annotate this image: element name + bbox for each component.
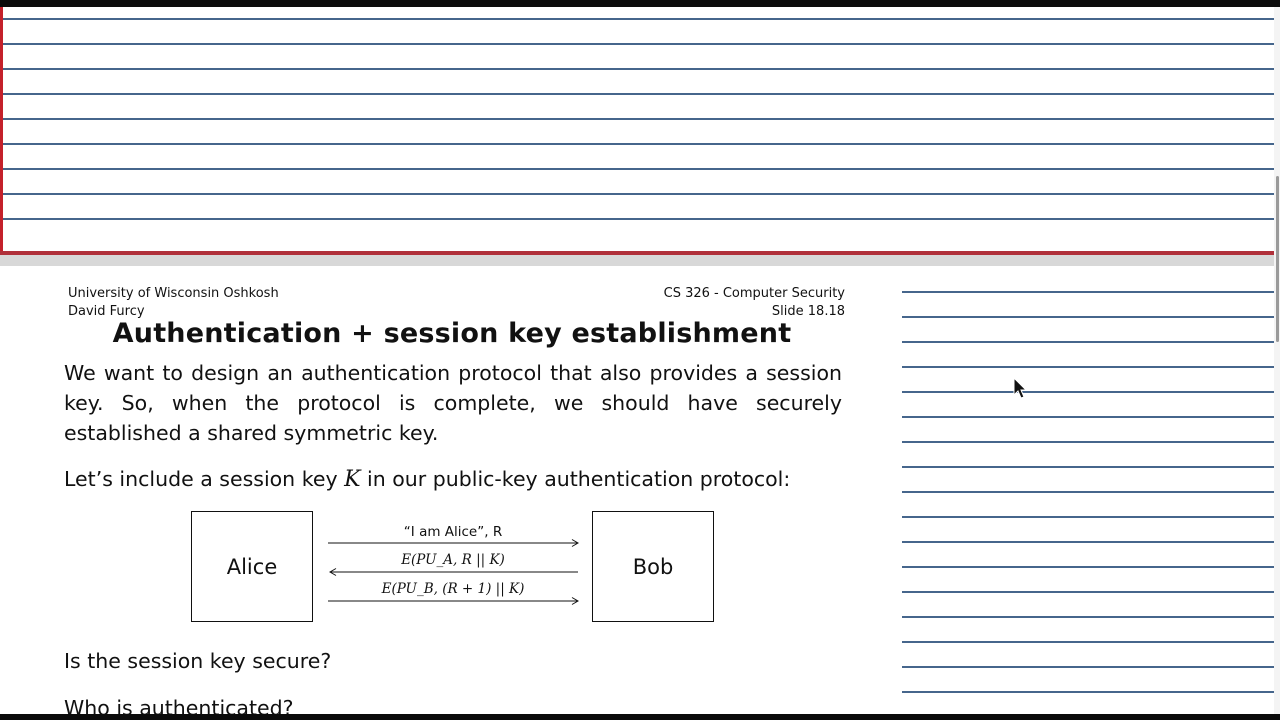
question-who-authenticated: Who is authenticated? bbox=[64, 696, 294, 714]
session-key-text-after: in our public-key authentication protocol: bbox=[360, 467, 791, 491]
arrow-right-3 bbox=[328, 598, 578, 605]
lecture-slide bbox=[2, 266, 902, 714]
message-3-label: E(PU_B, (R + 1) || K) bbox=[381, 581, 525, 597]
message-2-label: E(PU_A, R || K) bbox=[401, 552, 505, 568]
arrow-right-1 bbox=[328, 540, 578, 547]
session-key-paragraph bbox=[64, 464, 842, 495]
session-key-text-before: Let’s include a session key bbox=[64, 467, 345, 491]
bottom-letterbox-bar bbox=[0, 714, 1280, 720]
mouse-cursor-icon bbox=[1013, 377, 1029, 401]
slide-header-left bbox=[68, 285, 279, 321]
institution-text: University of Wisconsin Oshkosh bbox=[68, 286, 279, 301]
intro-paragraph: We want to design an authentication protocol that also provides a session key. So, when the protocol is complete, we should have securely established a shared symmetric key. bbox=[64, 361, 842, 445]
message-arrows bbox=[324, 536, 584, 606]
ruled-notebook-page-top[interactable] bbox=[0, 7, 1280, 253]
message-1-label: “I am Alice”, R bbox=[403, 524, 503, 540]
alice-label: Alice bbox=[226, 554, 278, 579]
bob-box bbox=[592, 511, 714, 622]
question-session-key-secure: Is the session key secure? bbox=[64, 649, 332, 673]
arrow-left-2 bbox=[330, 569, 578, 576]
alice-box bbox=[191, 511, 313, 622]
slide-number-text: Slide 18.18 bbox=[771, 304, 845, 319]
top-letterbox-bar bbox=[0, 0, 1280, 7]
ruled-notebook-margin-right[interactable] bbox=[902, 266, 1280, 714]
page-gap bbox=[0, 255, 1280, 266]
slide-title: Authentication + session key establishment bbox=[112, 318, 792, 349]
bob-label: Bob bbox=[632, 554, 674, 579]
course-text: CS 326 - Computer Security bbox=[663, 286, 845, 301]
session-key-variable: K bbox=[344, 467, 361, 492]
scrollbar-thumb[interactable] bbox=[1276, 176, 1279, 342]
vertical-scrollbar[interactable] bbox=[1274, 7, 1280, 714]
author-text: David Furcy bbox=[68, 304, 145, 319]
slide-header-right bbox=[664, 285, 845, 321]
